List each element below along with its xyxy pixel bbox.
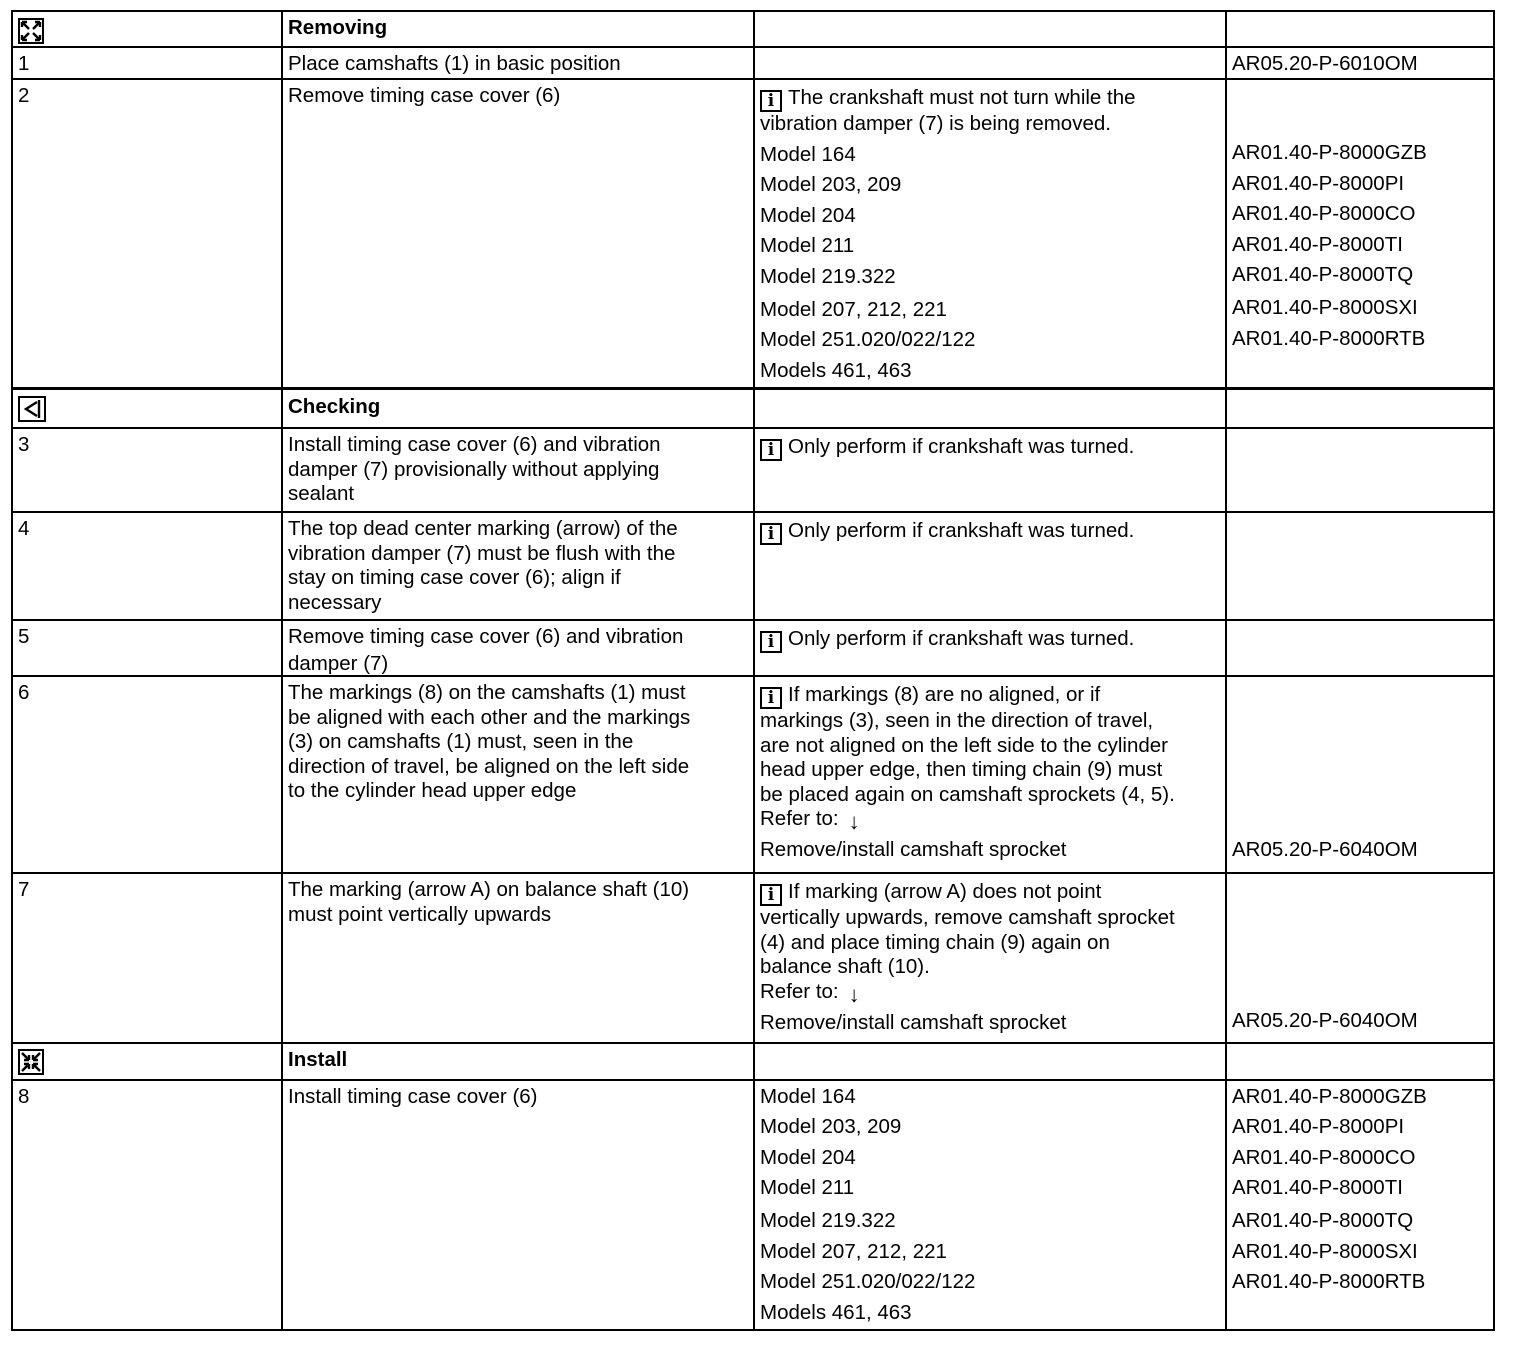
- model-name: Model 203, 209: [760, 1115, 902, 1138]
- reference-link[interactable]: AR01.40-P-8000TQ: [1232, 1209, 1414, 1232]
- reference-link[interactable]: AR01.40-P-8000SXI: [1232, 296, 1418, 319]
- step-text: sealant: [288, 482, 355, 505]
- note-text: Only perform if crankshaft was turned.: [788, 435, 1135, 458]
- info-icon: i: [760, 439, 782, 461]
- model-name: Model 164: [760, 142, 856, 166]
- model-name: Model 219.322: [760, 264, 896, 288]
- step-text: The top dead center marking (arrow) of the: [288, 517, 678, 540]
- reference-link[interactable]: AR01.40-P-8000SXI: [1232, 1239, 1418, 1263]
- section-header-install: [11, 1044, 1495, 1081]
- step-text: to the cylinder head upper edge: [288, 779, 577, 802]
- reference-link[interactable]: AR01.40-P-8000TI: [1232, 232, 1403, 256]
- step-text: Place camshafts (1) in basic position: [281, 48, 753, 79]
- step-text: be aligned with each other and the markings: [288, 705, 691, 729]
- reference-link[interactable]: AR01.40-P-8000PI: [1232, 171, 1405, 195]
- note-text: The crankshaft must not turn while the: [788, 86, 1136, 109]
- note-text: are not aligned on the left side to the cylinder: [760, 733, 1168, 757]
- table-row: [11, 1081, 1495, 1331]
- step-text: The marking (arrow A) on balance shaft (10): [288, 878, 690, 901]
- step-text: necessary: [288, 590, 382, 614]
- note-text: balance shaft (10).: [760, 955, 930, 978]
- note-text: If marking (arrow A) does not point: [788, 880, 1102, 903]
- model-name: Model 204: [760, 203, 856, 227]
- model-name: Model 251.020/022/122: [760, 328, 976, 351]
- note-text: markings (3), seen in the direction of travel,: [760, 709, 1154, 732]
- reference-link[interactable]: AR01.40-P-8000RTB: [1232, 326, 1426, 350]
- table-row: [11, 677, 1495, 874]
- step-text: must point vertically upwards: [288, 902, 552, 926]
- step-text: damper (7): [288, 652, 389, 675]
- reference-link[interactable]: AR01.40-P-8000GZB: [1232, 141, 1427, 164]
- step-text: The markings (8) on the camshafts (1) must: [288, 681, 686, 704]
- table-row: [11, 513, 1495, 621]
- refer-to-label: Refer to:: [760, 807, 839, 830]
- note-text: If markings (8) are no aligned, or if: [788, 683, 1101, 706]
- model-name: Models 461, 463: [760, 1300, 912, 1324]
- reference-link[interactable]: AR01.40-P-8000TQ: [1232, 263, 1414, 286]
- info-icon: i: [760, 631, 782, 653]
- arrow-down-icon: ↓: [848, 809, 860, 834]
- cross-reference-text: Remove/install camshaft sprocket: [760, 838, 1067, 861]
- step-number: 1: [11, 48, 281, 79]
- section-header-removing: [11, 10, 1495, 48]
- reference-link[interactable]: AR01.40-P-8000PI: [1232, 1115, 1405, 1138]
- model-name: Model 207, 212, 221: [760, 1239, 947, 1263]
- step-number: 5: [11, 621, 281, 679]
- step-number: 2: [11, 80, 281, 387]
- step-number: 4: [11, 513, 281, 619]
- step-number: 6: [11, 677, 281, 872]
- step-text: (3) on camshafts (1) must, seen in the: [288, 730, 634, 753]
- step-text: Install timing case cover (6): [281, 1081, 753, 1329]
- checking-icon: [18, 396, 46, 422]
- install-icon: [18, 1049, 44, 1075]
- section-header-checking: [11, 390, 1495, 429]
- step-number: 7: [11, 874, 281, 1042]
- table-row: [11, 621, 1495, 677]
- table-row: [11, 48, 1495, 80]
- model-name: Model 219.322: [760, 1209, 896, 1232]
- refer-to-label: Refer to:: [760, 979, 839, 1003]
- info-icon: i: [760, 884, 782, 906]
- note-text: head upper edge, then timing chain (9) must: [760, 758, 1163, 781]
- cross-reference-text: Remove/install camshaft sprocket: [760, 1010, 1067, 1034]
- model-name: Model 251.020/022/122: [760, 1270, 976, 1293]
- step-text: Remove timing case cover (6) and vibration: [288, 625, 684, 648]
- arrow-down-icon: ↓: [848, 981, 860, 1007]
- model-name: Models 461, 463: [760, 358, 912, 382]
- model-name: Model 203, 209: [760, 173, 902, 196]
- note-text: Only perform if crankshaft was turned.: [788, 627, 1135, 650]
- removal-icon: [18, 18, 44, 44]
- table-row: [11, 429, 1495, 513]
- section-title: Install: [281, 1044, 753, 1081]
- note-text: vibration damper (7) is being removed.: [760, 112, 1111, 135]
- step-number: 8: [11, 1081, 281, 1329]
- reference-link[interactable]: AR05.20-P-6040OM: [1232, 1008, 1418, 1032]
- table-row: [11, 80, 1495, 390]
- info-icon: i: [760, 687, 782, 709]
- reference-link[interactable]: AR01.40-P-8000GZB: [1232, 1084, 1427, 1108]
- info-icon: i: [760, 90, 782, 112]
- model-name: Model 204: [760, 1145, 856, 1169]
- reference-link[interactable]: AR01.40-P-8000CO: [1232, 1145, 1416, 1169]
- step-text: Install timing case cover (6) and vibration: [288, 433, 661, 456]
- note-text: vertically upwards, remove camshaft sprocket: [760, 906, 1175, 929]
- table-row: [11, 874, 1495, 1044]
- note-text: Only perform if crankshaft was turned.: [788, 519, 1135, 542]
- repair-procedure-table: [11, 10, 1495, 1331]
- model-name: Model 164: [760, 1084, 856, 1108]
- model-name: Model 211: [760, 1176, 855, 1199]
- reference-link[interactable]: AR05.20-P-6040OM: [1232, 837, 1418, 861]
- reference-link[interactable]: AR01.40-P-8000RTB: [1232, 1270, 1426, 1293]
- section-title: Checking: [281, 390, 753, 428]
- step-number: 3: [11, 429, 281, 511]
- model-name: Model 207, 212, 221: [760, 297, 947, 321]
- step-text: Remove timing case cover (6): [281, 80, 753, 387]
- step-text: direction of travel, be aligned on the left side: [288, 754, 690, 778]
- reference-link[interactable]: AR05.20-P-6010OM: [1225, 48, 1495, 79]
- step-text: stay on timing case cover (6); align if: [288, 566, 621, 589]
- model-name: Model 211: [760, 234, 855, 257]
- step-text: vibration damper (7) must be flush with the: [288, 541, 676, 565]
- section-title: Removing: [281, 12, 753, 50]
- note-text: (4) and place timing chain (9) again on: [760, 930, 1110, 954]
- note-text: be placed again on camshaft sprockets (4, 5).: [760, 782, 1175, 806]
- reference-link[interactable]: AR01.40-P-8000TI: [1232, 1176, 1403, 1199]
- info-icon: i: [760, 523, 782, 545]
- reference-link[interactable]: AR01.40-P-8000CO: [1232, 202, 1416, 225]
- step-text: damper (7) provisionally without applying: [288, 457, 660, 481]
